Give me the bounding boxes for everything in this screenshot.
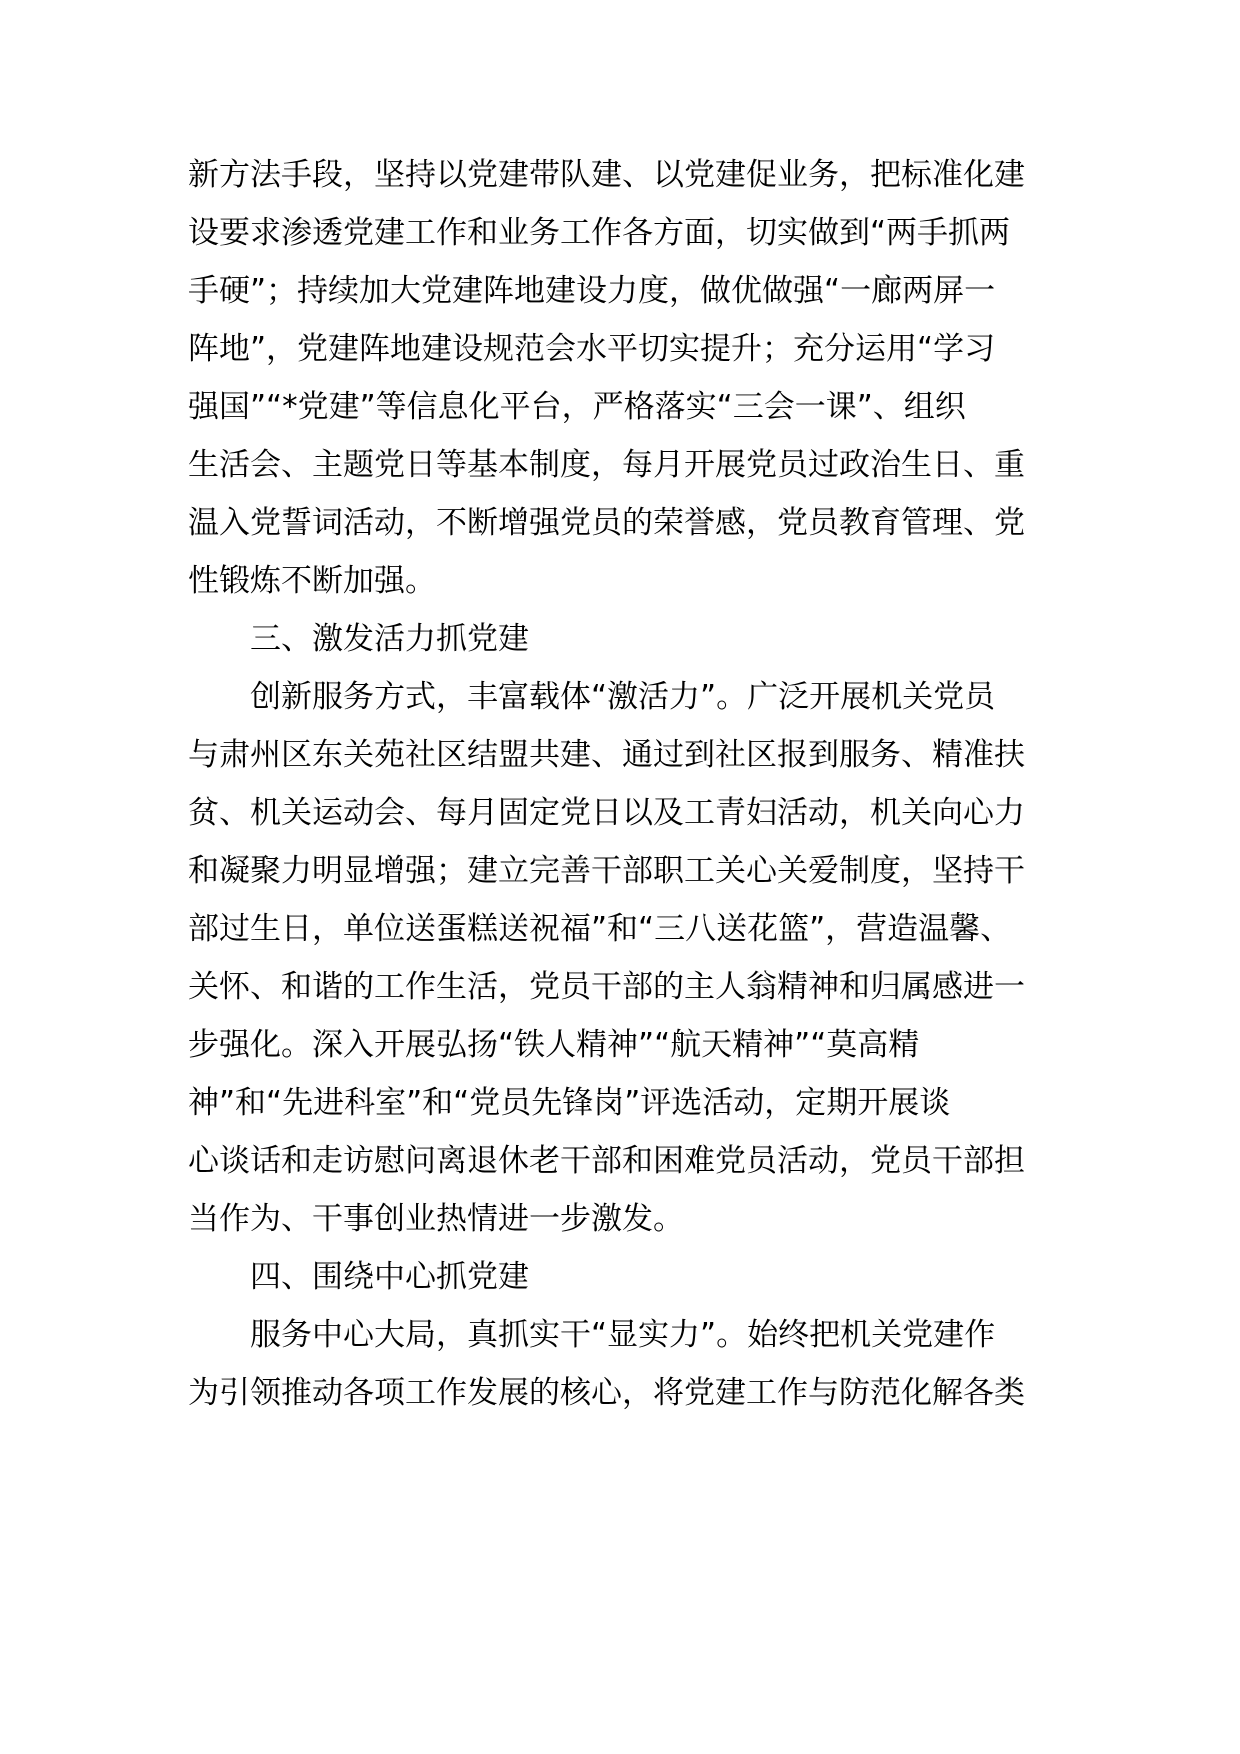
paragraph-line: 当作为、干事创业热情进一步激发。	[188, 1201, 684, 1237]
paragraph-line: 性锻炼不断加强。	[188, 563, 436, 599]
paragraph-line: 贫、机关运动会、每月固定党日以及工青妇活动，机关向心力	[188, 795, 1025, 831]
paragraph-line: 与肃州区东关苑社区结盟共建、通过到社区报到服务、精准扶	[188, 737, 1025, 773]
section-heading: 三、激发活力抓党建	[250, 621, 529, 657]
paragraph-line: 服务中心大局，真抓实干“显实力”。始终把机关党建作	[250, 1317, 996, 1353]
paragraph-line: 温入党誓词活动，不断增强党员的荣誉感，党员教育管理、党	[188, 505, 1025, 541]
paragraph-line: 部过生日，单位送蛋糕送祝福”和“三八送花篮”，营造温馨、	[188, 911, 1012, 947]
paragraph-line: 新方法手段，坚持以党建带队建、以党建促业务，把标准化建	[188, 157, 1025, 193]
paragraph-line: 生活会、主题党日等基本制度，每月开展党员过政治生日、重	[188, 447, 1025, 483]
paragraph-line: 步强化。深入开展弘扬“铁人精神”“航天精神”“莫高精	[188, 1027, 920, 1063]
paragraph-line: 创新服务方式，丰富载体“激活力”。广泛开展机关党员	[250, 679, 996, 715]
section-heading: 四、围绕中心抓党建	[250, 1259, 529, 1295]
paragraph-line: 神”和“先进科室”和“党员先锋岗”评选活动，定期开展谈	[188, 1085, 951, 1121]
paragraph-line: 阵地”，党建阵地建设规范会水平切实提升；充分运用“学习	[188, 331, 996, 367]
paragraph-line: 设要求渗透党建工作和业务工作各方面，切实做到“两手抓两	[188, 215, 1011, 251]
paragraph-line: 和凝聚力明显增强；建立完善干部职工关心关爱制度，坚持干	[188, 853, 1025, 889]
paragraph-line: 心谈话和走访慰问离退休老干部和困难党员活动，党员干部担	[188, 1143, 1025, 1179]
paragraph-line: 为引领推动各项工作发展的核心，将党建工作与防范化解各类	[188, 1375, 1025, 1411]
paragraph-line: 手硬”；持续加大党建阵地建设力度，做优做强“一廊两屏一	[188, 273, 996, 309]
paragraph-line: 强国”“*党建”等信息化平台，严格落实“三会一课”、组织	[188, 389, 966, 425]
paragraph-line: 关怀、和谐的工作生活，党员干部的主人翁精神和归属感进一	[188, 969, 1025, 1005]
